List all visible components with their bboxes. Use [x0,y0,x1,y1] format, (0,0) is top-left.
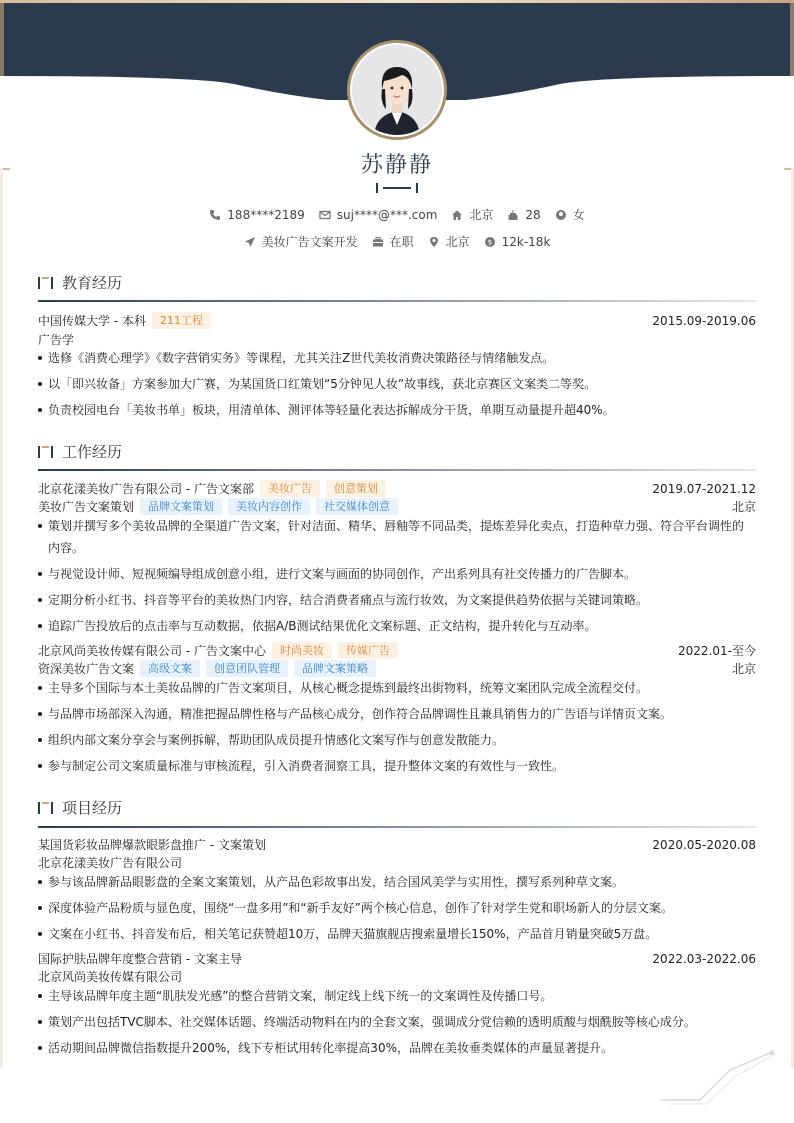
project-date: 2020.05-2020.08 [652,837,756,852]
job-city: 北京 [731,500,756,514]
skill-tag: 美妆内容创作 [228,498,310,515]
job-bullet: 定期分析小红书、抖音等平台的美妆热门内容，结合消费者痛点与流行妆效，为文案提供趋势依据与关键词策略。 [38,589,756,611]
project-bullet: 主导该品牌年度主题“肌肤发光感”的整合营销文案，制定线上线下统一的文案调性及传播口号。 [38,985,756,1007]
send-icon [244,236,256,248]
education-bullet: 负责校园电台「美妆书单」板块，用清单体、测评体等轻量化表达拆解成分干货，单期互动量提升超40%。 [38,399,756,421]
education-heading: 教育经历 [62,274,123,292]
education-major-row [38,331,756,348]
job-position-row [38,498,756,515]
education-date: 2015.09-2019.06 [652,313,756,328]
job-bullet-continued: 内容。 [48,541,85,555]
mail-icon [319,209,331,221]
contact-row-1 [0,206,794,223]
home-icon [451,209,463,221]
work-section-title [38,441,122,462]
email-item [319,208,438,222]
job-bullet: 主导多个国际与本土美妆品牌的广告文案项目，从核心概念提炼到最终出街物料，统筹文案团队完成全流程交付。 [38,677,756,699]
section-marker-icon [38,801,54,815]
cake-icon [507,209,519,221]
projects-section-title [38,797,122,818]
avatar-frame [347,40,447,140]
project-name: 某国货彩妆品牌爆款眼影盘推广 - 文案策划 [38,838,266,852]
hometown-item [451,206,493,223]
briefcase-icon [372,236,384,248]
job-tag: 传媒广告 [338,642,398,659]
project-name: 国际护肤品牌年度整合营销 - 文案主导 [38,952,242,966]
gender-icon [555,209,567,221]
gender-item [555,206,585,223]
job-bullet: 组织内部文案分享会与案例拆解，帮助团队成员提升情感化文案写作与创意发散能力。 [38,729,756,751]
job-date: 2022.01-至今 [678,644,756,658]
project-company-row [38,854,756,871]
section-marker-icon [38,276,54,290]
job-position: 美妆广告文案策划 [38,500,135,514]
job-bullet: 与视觉设计师、短视频编导组成创意小组，进行文案与画面的协同创作，产出系列具有社交传播力的广告脚本。 [38,563,756,585]
location-pin-icon [428,236,440,248]
target-job-text: 美妆广告文案开发 [261,235,358,249]
job-bullet: 参与制定公司文案质量标准与审核流程，引入消费者洞察工具，提升整体文案的有效性与一致性。 [38,755,756,777]
phone-icon [209,209,221,221]
name-divider [376,182,418,194]
skill-tag: 高级文案 [140,660,200,677]
major-name: 广告学 [38,333,75,347]
job-position: 资深美妆广告文案 [38,662,135,676]
project-bullet: 策划产出包括TVC脚本、社交媒体话题、终端活动物料在内的全套文案，强调成分党信赖的透明质酸与烟酰胺等核心成分。 [38,1011,756,1033]
svg-text:$: $ [487,238,492,247]
phone-item [209,208,304,222]
job-header-row [38,642,756,659]
projects-heading: 项目经历 [62,799,123,817]
skill-tag: 创意团队管理 [206,660,288,677]
job-position-row [38,660,756,677]
skill-tag: 品牌文案策略 [294,660,376,677]
project-bullet: 深度体验产品粉质与显色度，围绕“一盘多用”和“新手友好”两个核心信息，创作了针对学生党和职场新人的分层文案。 [38,897,756,919]
phone-text: 188****2189 [227,207,305,222]
project-date: 2022.03-2022.06 [652,951,756,966]
project-bullet: 活动期间品牌微信指数提升200%，线下专柜试用转化率提高30%，品牌在美妆垂类媒体的声量显著提升。 [38,1037,756,1059]
project-header-row [38,950,756,967]
job-bullet: 策划并撰写多个美妆品牌的全渠道广告文案，针对洁面、精华、唇釉等不同品类，提炼差异化卖点，打造种草力强、符合平台调性的 [38,515,756,537]
age-text: 28 [525,207,541,222]
corner-decoration [660,1050,780,1106]
job-bullet: 与品牌市场部深入沟通，精准把握品牌性格与产品核心成分，创作符合品牌调性且兼具销售力的广告语与详情页文案。 [38,703,756,725]
salary-item [484,235,551,249]
status-item [372,233,414,250]
projects-rule [38,826,756,828]
email-text: suj****@***.com [336,207,438,222]
job-tag: 时尚美妆 [272,642,332,659]
education-header-row [38,312,756,329]
school-tag: 211工程 [152,312,211,329]
project-bullet: 文案在小红书、抖音发布后，相关笔记获赞超10万，品牌天猫旗舰店搜索量增长150%，产品首月销量突破5万盘。 [38,923,756,945]
money-icon [484,236,496,248]
section-marker-icon [38,445,54,459]
skill-tag: 社交媒体创意 [316,498,398,515]
job-bullet: 追踪广告投放后的点击率与互动数据，依据A/B测试结果优化文案标题、正文结构，提升转化与互动率。 [38,615,756,637]
gender-text: 女 [572,208,585,222]
salary-text: 12k-18k [501,234,551,249]
job-company: 北京风尚美妆传媒有限公司 - 广告文案中心 [38,644,266,658]
job-header-row [38,480,756,497]
project-bullet: 参与该品牌新品眼影盘的全案文案策划，从产品色彩故事出发，结合国风美学与实用性，撰写系列种草文案。 [38,871,756,893]
hometown-text: 北京 [469,208,494,222]
school-name: 中国传媒大学 - 本科 [38,314,146,328]
target-job-item [244,233,358,250]
job-tag: 美妆广告 [260,480,320,497]
age-item [507,208,540,222]
project-company-row [38,968,756,985]
job-date: 2019.07-2021.12 [652,481,756,496]
left-edge-line [0,168,3,1068]
work-heading: 工作经历 [62,443,123,461]
skill-tag: 品牌文案策划 [140,498,222,515]
target-city-item [428,233,470,250]
project-company: 北京风尚美妆传媒有限公司 [38,970,183,984]
work-rule [38,469,756,471]
job-company: 北京花漾美妆广告有限公司 - 广告文案部 [38,482,254,496]
project-header-row [38,836,756,853]
contact-row-2 [0,233,794,250]
job-city: 北京 [731,662,756,676]
job-tag: 创意策划 [326,480,386,497]
project-company: 北京花漾美妆广告有限公司 [38,856,183,870]
candidate-name: 苏静静 [360,153,433,178]
target-city-text: 北京 [445,235,470,249]
status-text: 在职 [389,235,414,249]
avatar [352,45,442,135]
education-section-title [38,272,122,293]
education-bullet: 以「即兴妆备」方案参加大广赛，为某国货口红策划“5分钟见人妆”故事线，获北京赛区文案类二等奖。 [38,373,756,395]
education-bullet: 选修《消费心理学》《数字营销实务》等课程，尤其关注Z世代美妆消费决策路径与情绪触发点。 [38,347,756,369]
education-rule [38,300,756,302]
